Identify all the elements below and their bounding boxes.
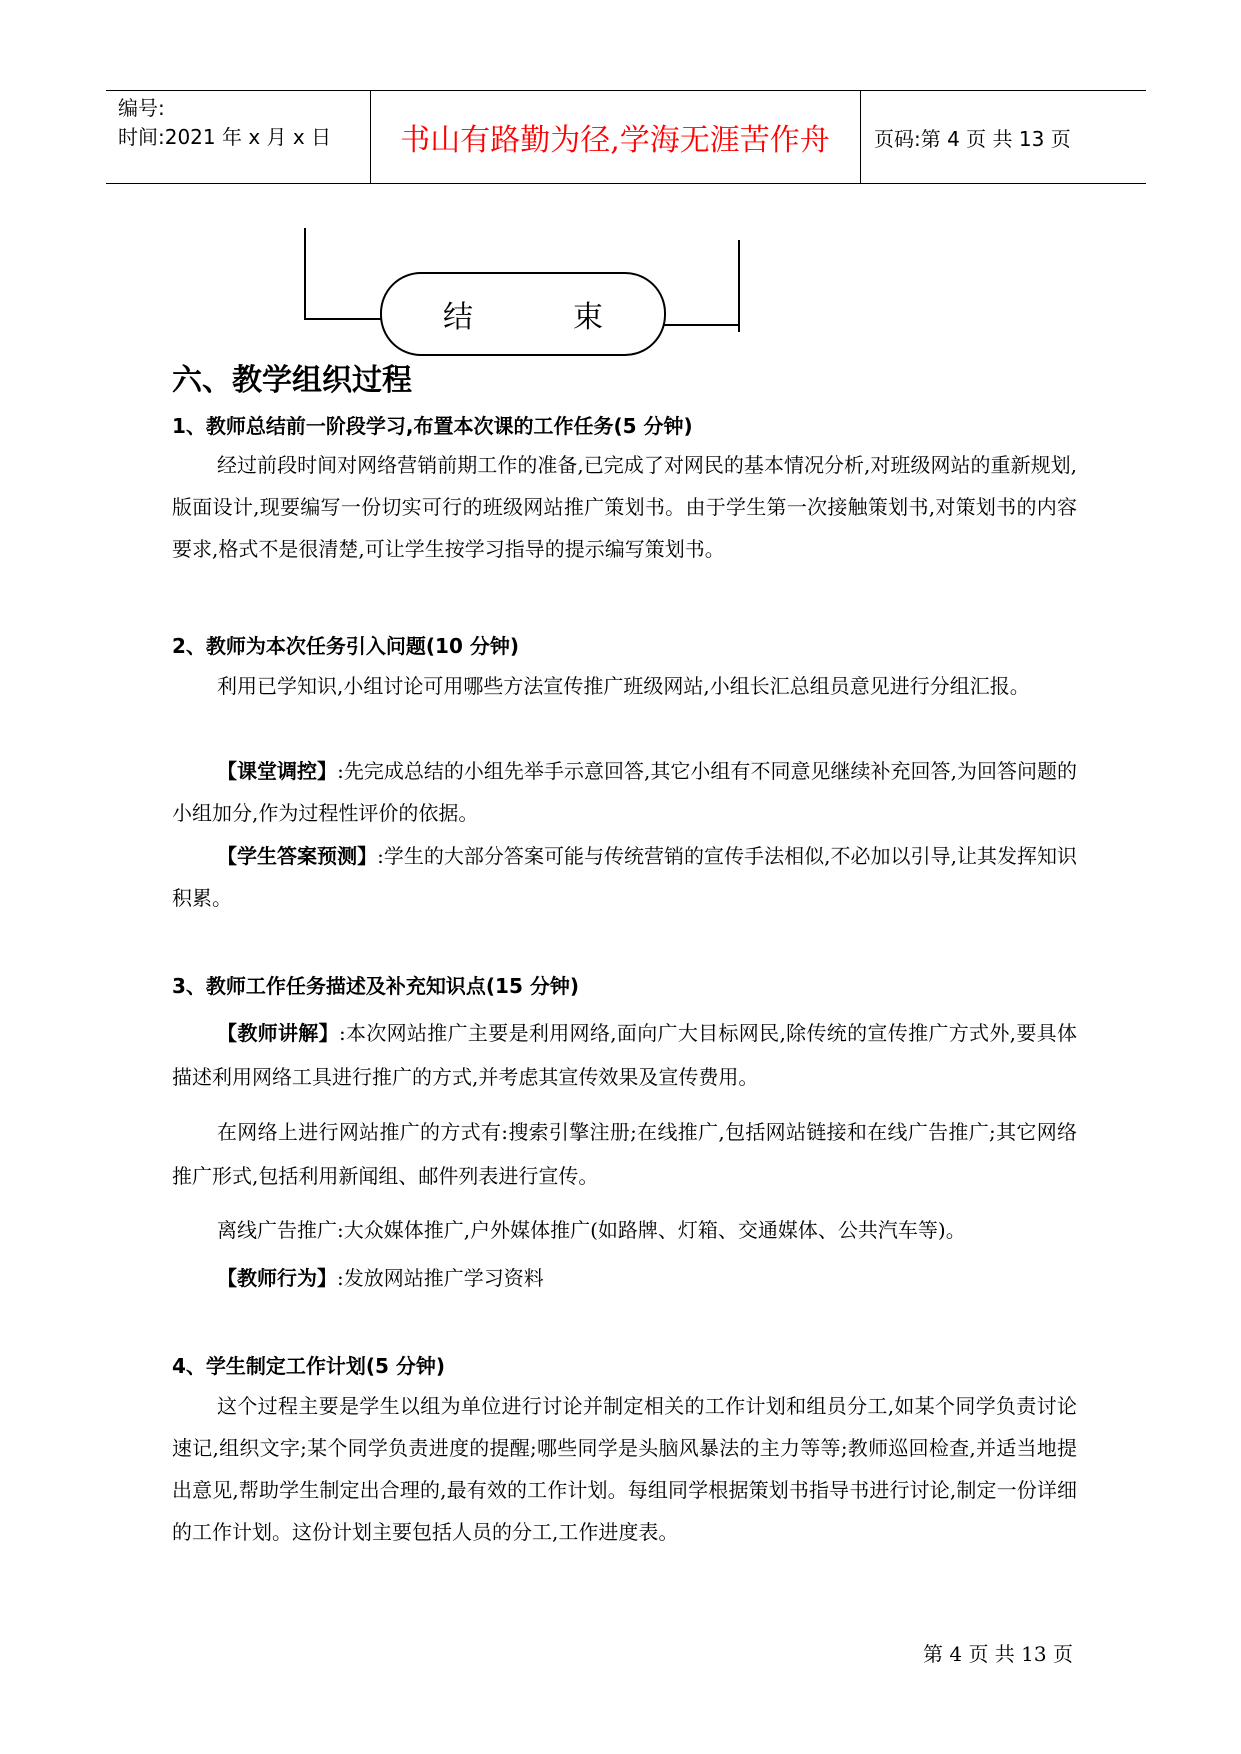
flow-connector [304,228,306,320]
page-footer: 第 4 页 共 13 页 [923,1642,1073,1666]
s4-heading: 4、学生制定工作计划(5 分钟) [172,1354,446,1378]
header-divider [860,91,861,183]
flow-connector [304,318,382,320]
s3-paragraph-3: 离线广告推广:大众媒体推广,户外媒体推广(如路牌、灯箱、交通媒体、公共汽车等)。 [217,1218,966,1242]
page-header [106,90,1146,184]
header-time: 时间:2021 年 x 月 x 日 [118,125,332,149]
s3-paragraph-1 [172,1011,1077,1099]
s3-text-explain: :本次网站推广主要是利用网络,面向广大目标网民,除传统的宣传推广方式外,要具体描述利用网络工具进行推广的方式,并考虑其宣传效果及宣传费用。 [172,1021,1078,1089]
header-page-number: 页码:第 4 页 共 13 页 [874,126,1071,151]
s2-paragraph-3 [172,835,1077,919]
s3-tag-explain: 【教师讲解】 [217,1021,339,1045]
s2-tag-prediction: 【学生答案预测】 [217,844,378,868]
end-label-left: 结 [443,300,473,335]
s3-paragraph-4 [172,1257,1077,1299]
end-label-right: 束 [573,300,603,335]
s3-paragraph-2: 在网络上进行网站推广的方式有:搜索引擎注册;在线推广,包括网站链接和在线广告推广;其它网络推广形式,包括利用新闻组、邮件列表进行宣传。 [172,1120,1077,1188]
flow-connector [738,240,740,332]
s2-tag-control: 【课堂调控】 [217,759,338,783]
flowchart-end-terminal [380,272,666,356]
s2-paragraph-2 [172,750,1077,834]
s3-text-behavior: :发放网站推广学习资料 [337,1266,544,1290]
s2-paragraph-1: 利用已学知识,小组讨论可用哪些方法宣传推广班级网站,小组长汇总组员意见进行分组汇报。 [217,674,1030,698]
header-motto: 书山有路勤为径,学海无涯苦作舟 [400,123,830,158]
s2-text-control: :先完成总结的小组先举手示意回答,其它小组有不同意见继续补充回答,为回答问题的小组加分,作为过程性评价的依据。 [172,759,1078,825]
s4-paragraph: 这个过程主要是学生以组为单位进行讨论并制定相关的工作计划和组员分工,如某个同学负责讨论速记,组织文字;某个同学负责进度的提醒;哪些同学是头脑风暴法的主力等等;教师巡回检查,并适当地提出意见,帮助学生制定出合理的,最有效的工作计划。每组同学根据策划书指导书进行讨论,制定一份详细的工作计划。这份计划主要包括人员的分工,工作进度表。 [172,1394,1077,1544]
s1-paragraph: 经过前段时间对网络营销前期工作的准备,已完成了对网民的基本情况分析,对班级网站的重新规划,版面设计,现要编写一份切实可行的班级网站推广策划书。由于学生第一次接触策划书,对策划书的内容要求,格式不是很清楚,可让学生按学习指导的提示编写策划书。 [172,453,1077,561]
s3-tag-behavior: 【教师行为】 [217,1266,337,1290]
s2-heading: 2、教师为本次任务引入问题(10 分钟) [172,634,519,658]
header-meta [118,94,331,152]
header-number: 编号: [118,96,165,120]
section-title: 六、教学组织过程 [172,363,412,398]
s2-text-prediction: :学生的大部分答案可能与传统营销的宣传手法相似,不必加以引导,让其发挥知识积累。 [172,844,1078,910]
s1-heading: 1、教师总结前一阶段学习,布置本次课的工作任务(5 分钟) [172,414,693,438]
flow-connector [660,324,740,326]
s3-heading: 3、教师工作任务描述及补充知识点(15 分钟) [172,974,579,998]
